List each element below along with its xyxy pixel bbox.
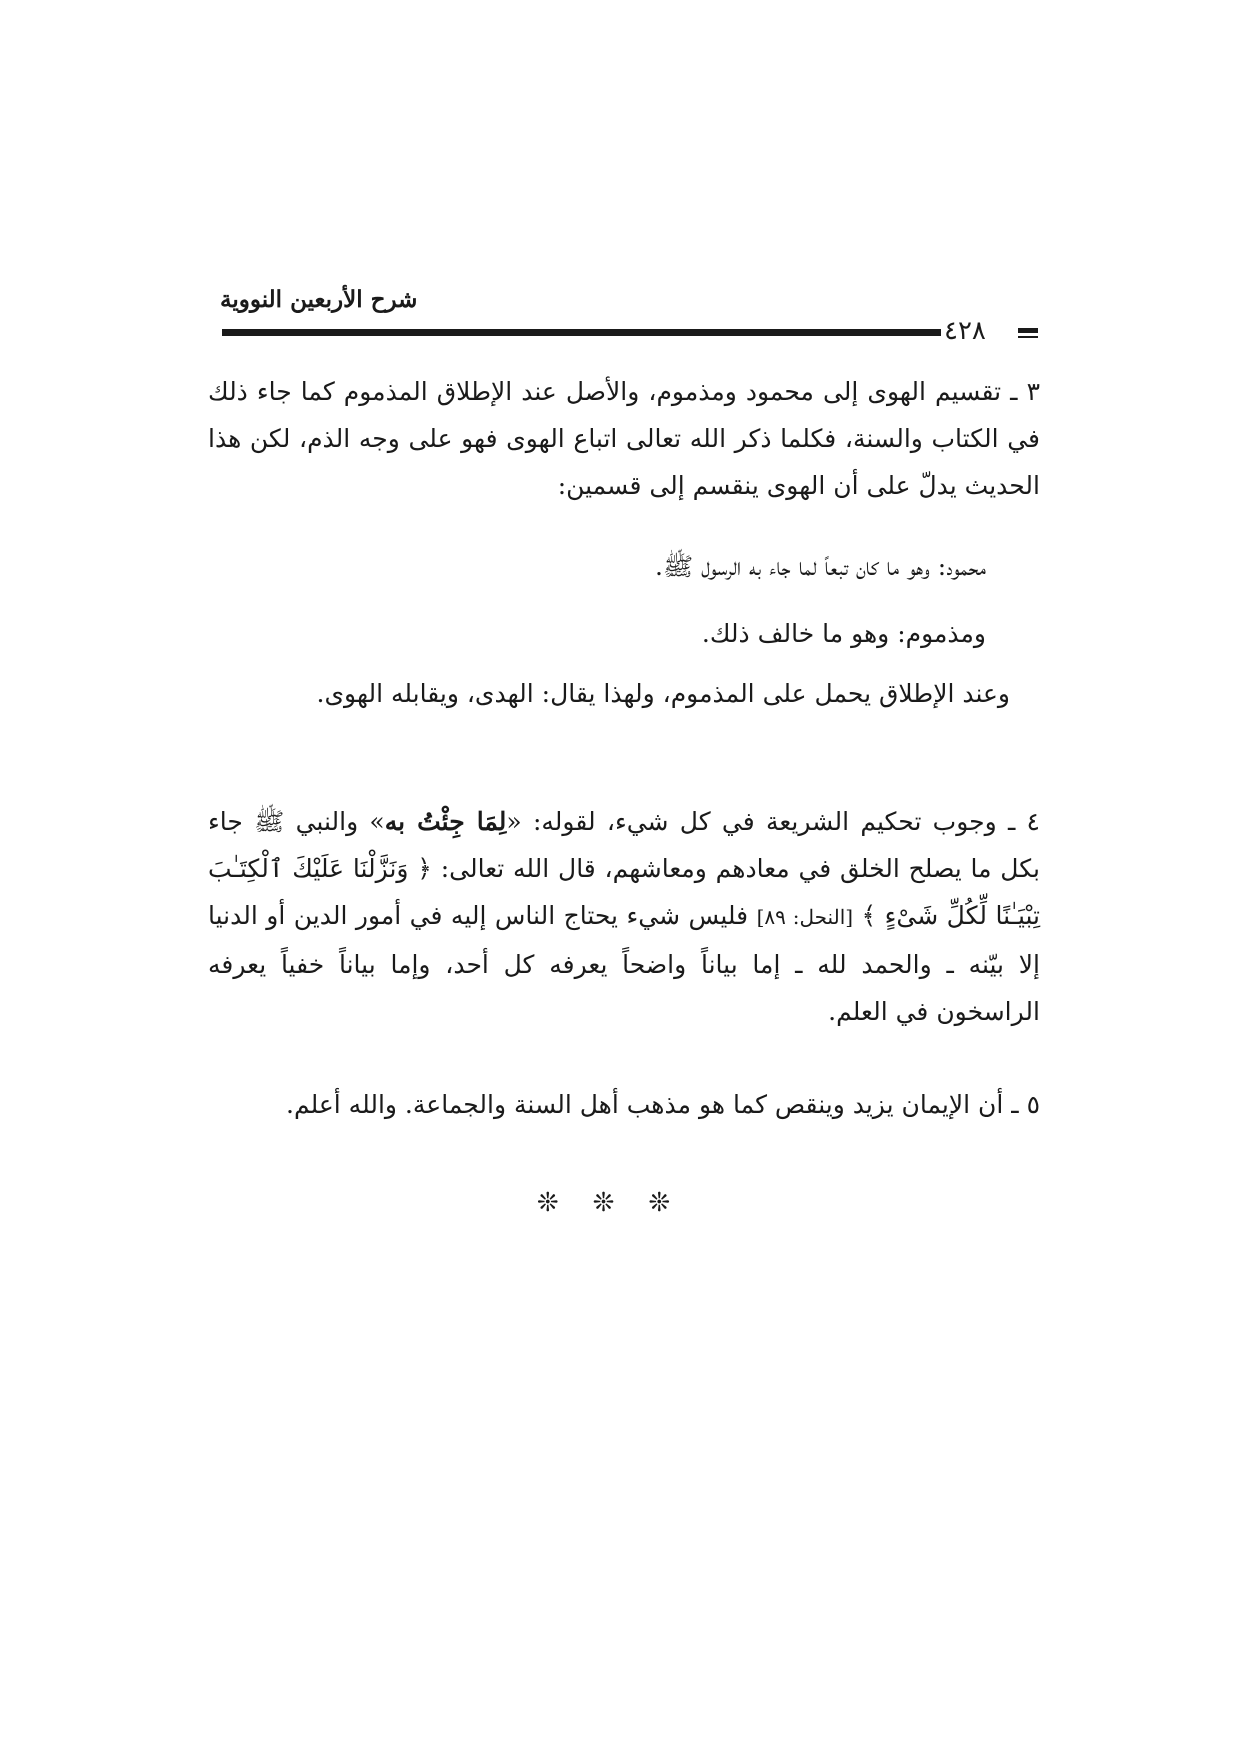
paragraph-blamed <box>208 610 1016 657</box>
header-rule <box>222 329 941 336</box>
header-rule-end-thin <box>1018 336 1038 338</box>
verse-citation: [النحل: ٨٩] <box>756 905 854 929</box>
paragraph-point-3: ٣ ـ تقسيم الهوى إلى محمود ومذموم، والأصل عند الإطلاق المذموم كما جاء ذلك في الكتاب والسنة، فكلما ذكر الله تعالى اتباع الهوى فهو على وجه الذم، لكن هذا الحديث يدلّ على أن الهوى ينقسم إلى قسمين: <box>208 377 1040 500</box>
header-rule-end <box>1018 328 1038 333</box>
paragraph-point-4 <box>208 798 1040 1035</box>
point-4-verse: » والنبي ﷺ جاء بكل ما يصلح الخلق في معادهم ومعاشهم، قال الله تعالى: ﴿ وَنَزَّلْنَا عَلَيْكَ ٱلْكِتَـٰبَ تِبْيَـٰنًا لِّكُلِّ شَىْءٍ ﴾ <box>208 807 1040 930</box>
running-title: شرح الأربعين النووية <box>220 286 418 313</box>
point-4-conclusion: فليس شيء يحتاج الناس إليه في أمور الدين أو الدنيا إلا بيّنه ـ والحمد لله ـ إما بياناً واضحاً يعرفه كل أحد، وإما بياناً خفياً يعرفه الراسخون في العلم. <box>208 901 1040 1026</box>
paragraph-absolute-usage <box>208 670 1040 717</box>
section-separator-stars: ❊❊❊ <box>536 1188 705 1218</box>
paragraph-point-5: ٥ ـ أن الإيمان يزيد وينقص كما هو مذهب أهل السنة والجماعة. والله أعلم. <box>286 1090 1040 1119</box>
page-number: ٤٢٨ <box>944 316 986 346</box>
paragraph-praised <box>208 543 1016 590</box>
paragraph-blamed-text: ومذموم: وهو ما خالف ذلك. <box>701 619 986 648</box>
paragraph-absolute-usage-text: وعند الإطلاق يحمل على المذموم، ولهذا يقال: الهدى، ويقابله الهوى. <box>316 679 1010 708</box>
paragraph-praised-text: محمود: وهو ما كان تبعاً لما جاء به الرسول ﷺ. <box>655 552 986 581</box>
hadith-quote: لِمَا جِئْتُ به <box>384 807 507 836</box>
point-4-intro: ٤ ـ وجوب تحكيم الشريعة في كل شيء، لقوله: « <box>506 807 1040 836</box>
